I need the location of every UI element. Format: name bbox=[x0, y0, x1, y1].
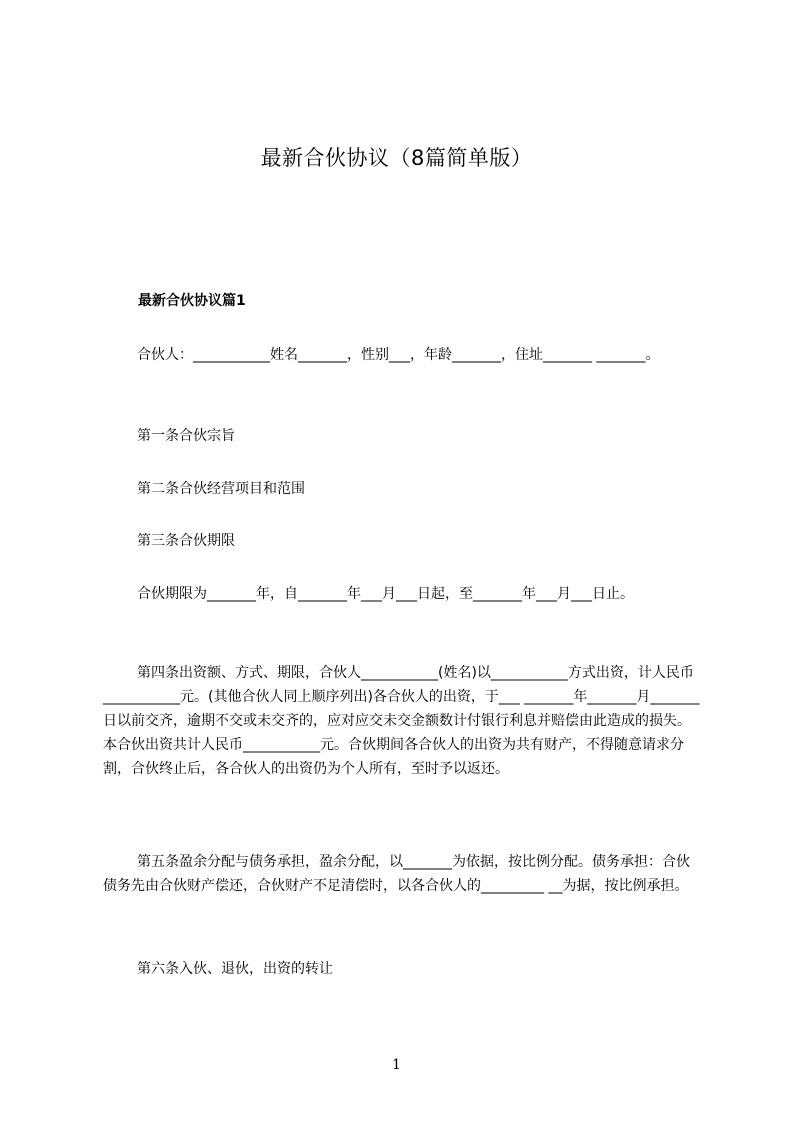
article-2-heading: 第二条合伙经营项目和范围 bbox=[137, 481, 305, 497]
article-4-paragraph: 第四条出资额、方式、期限，合伙人___________(姓名)以___________方式出资，计人民币___________元。(其他合伙人同上顺序列出)各合伙人的出资，于___ _______年_______月_______日以前交齐，逾期不交或未交齐的，应对应交未交金额数计付银行利息并赔偿由此造成的损失。本合伙出资共计人民币___________元。合伙期间各合伙人的出资为共有财产，不得随意请求分割，合伙终止后，各合伙人的出资仍为个人所有，至时予以返还。 bbox=[103, 665, 700, 777]
term-paragraph: 合伙期限为_______年，自_______年___月___日起，至_______年___月___日止。 bbox=[137, 586, 634, 602]
article-5-paragraph: 第五条盈余分配与债务承担，盈余分配，以_______为依据，按比例分配。债务承担：合伙债务先由合伙财产偿还，合伙财产不足清偿时，以各合伙人的_________ __为据，按比例承担。 bbox=[103, 854, 690, 894]
section-heading: 最新合伙协议篇1 bbox=[138, 293, 246, 309]
page-number: 1 bbox=[392, 1057, 401, 1073]
page-title: 最新合伙协议（8篇简单版） bbox=[260, 146, 533, 170]
article-6-heading: 第六条入伙、退伙，出资的转让 bbox=[137, 961, 333, 977]
article-3-heading: 第三条合伙期限 bbox=[137, 533, 235, 549]
partner-info-paragraph: 合伙人：___________姓名_______，性别___，年龄_______，住址_______ _______。 bbox=[137, 347, 660, 363]
article-1-heading: 第一条合伙宗旨 bbox=[137, 428, 235, 444]
